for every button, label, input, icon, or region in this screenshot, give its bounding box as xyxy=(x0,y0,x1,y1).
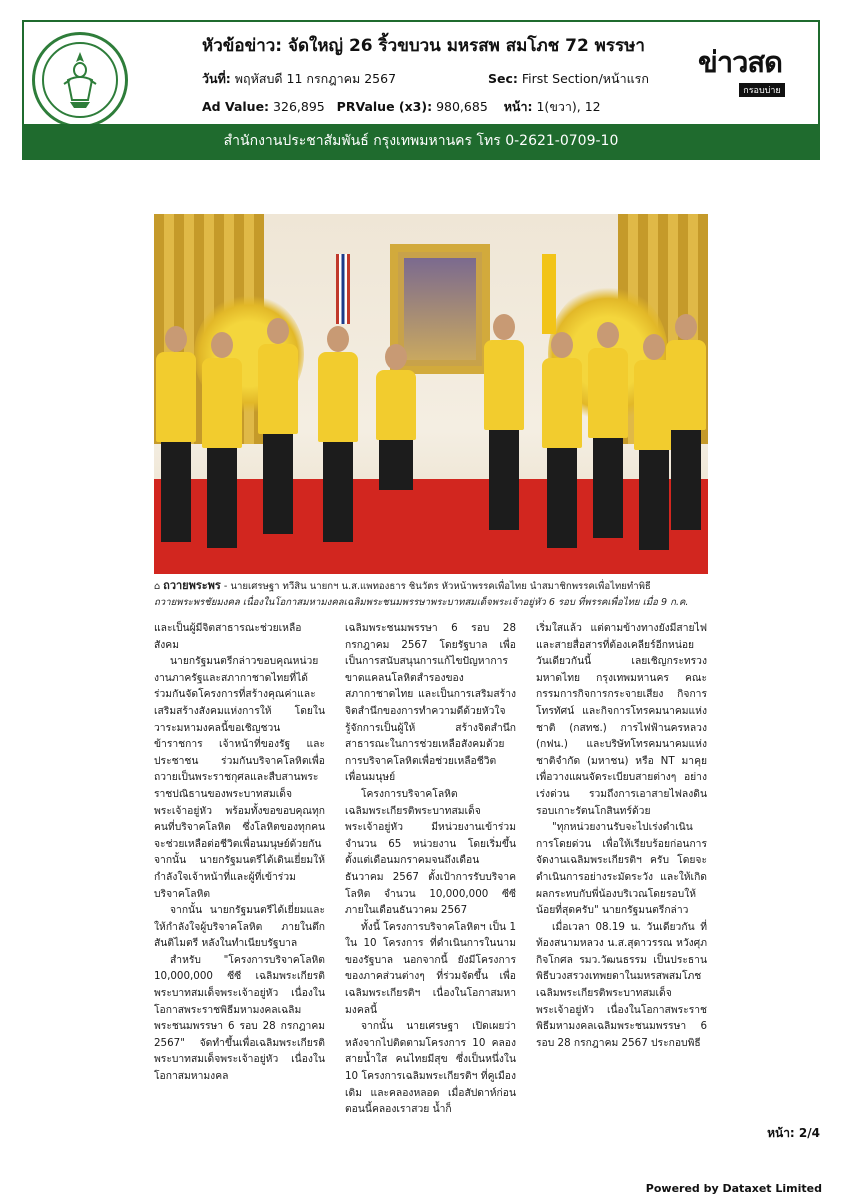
article-column-1: และเป็นผู้มีจิตสาธารณะช่วยเหลือสังคม นายกรัฐมนตรีกล่าวขอบคุณหน่วยงานภาครัฐและสภากาชาดไทยที่ได้ร่วมกันจัดโครงการที่สร้างคุณค่าและเสริมสร้างสังคมแห่งการให้ โดยในวาระมหามงคลนี้ขอเชิญชวนข้าราชการ เจ้าหน้าที่ของรัฐ และประชาชน ร่วมกันบริจาคโลหิตเพื่อถวายเป็นพระราชกุศลและสืบสานพระราชปณิธานของพระบาทสมเด็จพระเจ้าอยู่หัว พร้อมทั้งขอขอบคุณทุกคนที่บริจาคโลหิต ซึ่งโลหิตของทุกคนจะช่วยเหลือต่อชีวิตเพื่อนมนุษย์ด้วยกัน จากนั้น นายกรัฐมนตรีได้เดินเยี่ยมให้กำลังใจเจ้าหน้าที่และผู้ที่เข้าร่วมบริจาคโลหิต จากนั้น นายกรัฐมนตรีได้เยี่ยมและให้กำลังใจผู้บริจาคโลหิต ภายในตึกสันติไมตรี หลังในทำเนียบรัฐบาล สำหรับ "โครงการบริจาคโลหิต 10,000,000 ซีซี เฉลิมพระเกียรติพระบาทสมเด็จพระเจ้าอยู่หัว เนื่องในโอกาสพระราชพิธีมหามงคลเฉลิมพระชนมพรรษา 6 รอบ 28 กรกฎาคม 2567" จัดทำขึ้นเพื่อเฉลิมพระเกียรติพระบาทสมเด็จพระเจ้าอยู่หัว เนื่องในโอกาสมหามงคล xyxy=(154,622,325,1083)
thai-flag-icon xyxy=(336,254,350,324)
ad-value: 326,895 xyxy=(273,99,325,114)
article-column-3: เริ่มใสแล้ว แต่ตามข้างทางยังมีสายไฟและสายสื่อสารที่ต้องเคลียร์อีกหน่อย วันเดียวกันนี้ เลยเชิญกระทรวงมหาดไทย กรุงเทพมหานคร คณะกรรมการกิจการกระจายเสียง กิจการโทรทัศน์ และกิจการโทรคมนาคมแห่งชาติ (กสทช.) การไฟฟ้านครหลวง (กฟน.) และบริษัทโทรคมนาคมแห่งชาติจำกัด (มหาชน) หรือ NT มาคุยเพื่อวางแผนจัดระเบียบสายต่างๆ อย่างเร่งด่วน รวมถึงการเอาสายไฟลงดินรอบเกาะรัตนโกสินทร์ด้วย "ทุกหน่วยงานรับจะไปเร่งดำเนินการโดยด่วน เพื่อให้เรียบร้อยก่อนการจัดงานเฉลิมพระเกียรติฯ ครับ โดยจะดำเนินการอย่างระมัดระวัง และให้เกิดผลกระทบกับพี่น้องบริเวณโดยรอบให้น้อยที่สุดครับ" นายกรัฐมนตรีกล่าว เมื่อเวลา 08.19 น. วันเดียวกัน ที่ท้องสนามหลวง น.ส.สุดาวรรณ หวังศุภกิจโกศล รมว.วัฒนธรรม เป็นประธานพิธีบวงสรวงเทพยดาในมหรสพสมโภชเฉลิมพระเกียรติพระบาทสมเด็จพระเจ้าอยู่หัว เนื่องในโอกาสพระราชพิธีมหามงคลเฉลิมพระชนมพรรษา 6 รอบ 28 กรกฎาคม 2567 ประกอบพิธี xyxy=(536,622,707,1049)
deity-emblem-icon xyxy=(58,50,102,110)
publish-date: วันที่: พฤหัสบดี 11 กรกฎาคม 2567 xyxy=(202,71,397,86)
bma-seal-icon xyxy=(32,32,128,128)
headline: หัวข้อข่าว: จัดใหญ่ 26 ริ้วขบวน มหรสพ สมโภช 72 พรรษา xyxy=(202,36,645,56)
powered-by: Powered by Dataxet Limited xyxy=(645,1182,822,1195)
value-row: Ad Value: 326,895 PRValue (x3): 980,685 หน้า: 1(ขวา), 12 xyxy=(202,99,601,114)
page-counter: หน้า: 2/4 xyxy=(767,1126,820,1140)
clipping-header xyxy=(22,20,820,160)
headline-text: จัดใหญ่ 26 ริ้วขบวน มหรสพ สมโภช 72 พรรษา xyxy=(288,36,645,56)
article-column-2: เฉลิมพระชนมพรรษา 6 รอบ 28 กรกฎาคม 2567 โดยรัฐบาล เพื่อเป็นการสนับสนุนการแก้ไขปัญหาการขาดแคลนโลหิตสำรองของสภากาชาดไทย และเป็นการเสริมสร้างจิตสำนึกของการทำความดีด้วยหัวใจรู้จักการเป็นผู้ให้ สร้างจิตสำนึกสาธารณะในการช่วยเหลือสังคมด้วยการบริจาคโลหิตเพื่อช่วยเหลือชีวิตเพื่อนมนุษย์ โครงการบริจาคโลหิตเฉลิมพระเกียรติพระบาทสมเด็จพระเจ้าอยู่หัว มีหน่วยงานเข้าร่วม จำนวน 65 หน่วยงาน โดยเริ่มขึ้นตั้งแต่เดือนมกราคมจนถึงเดือนธันวาคม 2567 ตั้งเป้าการรับบริจาคโลหิต จำนวน 10,000,000 ซีซี ภายในเดือนธันวาคม 2567 ทั้งนี้ โครงการบริจาคโลหิตฯ เป็น 1 ใน 10 โครงการ ที่ดำเนินการในนามของรัฐบาล นอกจากนี้ ยังมีโครงการของภาคส่วนต่างๆ ที่ร่วมจัดขึ้น เพื่อเฉลิมพระเกียรติฯ เนื่องในโอกาสมหามงคลนี้ จากนั้น นายเศรษฐา เปิดเผยว่า หลังจากไปติดตามโครงการ 10 คลองสายน้ำใส คนไทยมีสุข ซึ่งเป็นหนึ่งใน 10 โครงการเฉลิมพระเกียรติฯ ที่คูเมืองเดิม และคลองหลอด เมื่อสัปดาห์ก่อน ตอนนี้คลองเราสวย น้ำก็ xyxy=(345,622,516,1116)
newspaper-logo: ข่าวสด กรอบบ่าย xyxy=(690,46,790,97)
section: Sec: First Section/หน้าแรก xyxy=(488,71,649,86)
photo-caption: ⌂ ถวายพระพร - นายเศรษฐา ทวีสิน นายกฯ น.ส.แพทองธาร ชินวัตร หัวหน้าพรรคเพื่อไทย นำสมาชิกพรรคเพื่อไทยทำพิธี ถวายพระพรชัยมงคล เนื่องในโอกาสมหามงคลเฉลิมพระชนมพรรษาพระบาทสมเด็จพระเจ้าอยู่หัว 6 รอบ ที่พรรคเพื่อไทย เมื่อ 9 ก.ค. xyxy=(154,579,689,608)
pr-value: 980,685 xyxy=(436,99,488,114)
office-bar: สำนักงานประชาสัมพันธ์ กรุงเทพมหานคร โทร 0-2621-0709-10 xyxy=(24,124,818,158)
news-photo xyxy=(154,214,708,574)
page-value: 1(ขวา), 12 xyxy=(536,99,601,114)
royal-flag-icon xyxy=(542,254,556,334)
clipping-info xyxy=(202,32,672,117)
home-icon: ⌂ xyxy=(154,581,161,592)
article-body xyxy=(154,620,708,1120)
